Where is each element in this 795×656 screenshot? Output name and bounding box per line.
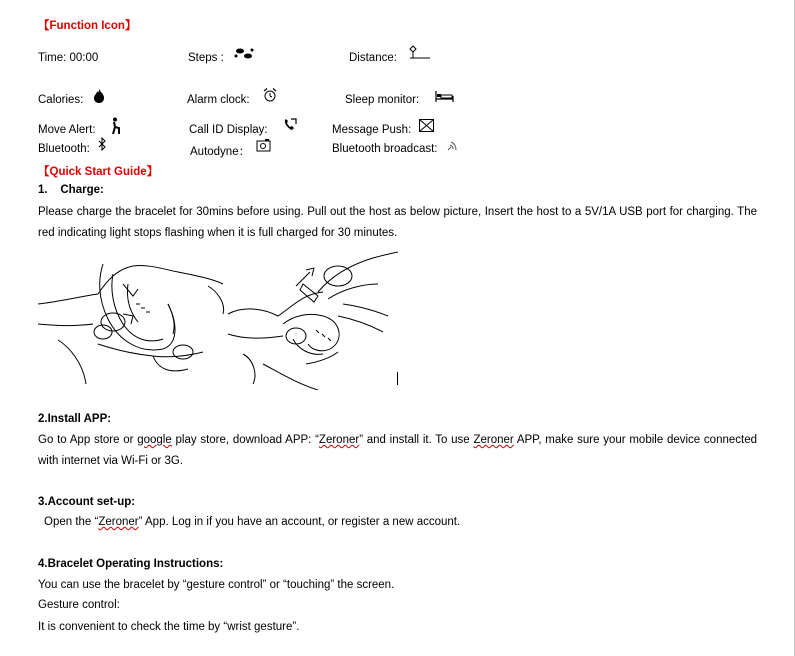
alarm-clock-label: Alarm clock:	[187, 94, 250, 106]
section-operating-title: 4.Bracelet Operating Instructions:	[38, 558, 224, 570]
distance-label: Distance:	[349, 52, 397, 64]
section-charge-title: 1. Charge:	[38, 184, 104, 196]
operating-line-1: You can use the bracelet by “gesture control” or “touching” the screen.	[38, 579, 395, 591]
charging-illustration	[38, 244, 398, 390]
calories-label: Calories:	[38, 94, 84, 106]
autodyne-label: Autodyne：	[190, 146, 251, 158]
bluetooth-broadcast-label: Bluetooth broadcast:	[332, 143, 438, 155]
gesture-control-label: Gesture control:	[38, 599, 120, 611]
distance-marker-icon	[409, 44, 431, 62]
google-word: google	[137, 434, 172, 446]
bed-icon	[434, 90, 454, 104]
install-paragraph	[38, 430, 757, 472]
charge-paragraph: Please charge the bracelet for 30mins before using. Pull out the host as below picture, Insert the host to a 5V/1A USB port for charging. The red indicating light stops flashing when it is full charged for 30 minutes.	[38, 206, 757, 239]
bluetooth-label: Bluetooth:	[38, 143, 90, 155]
sleep-monitor-label: Sleep monitor:	[345, 94, 420, 106]
alarm-clock-icon	[262, 87, 278, 103]
quick-start-heading: 【Quick Start Guide】	[38, 166, 159, 178]
bluetooth-icon	[97, 137, 107, 153]
account-text-1: Open the “	[44, 516, 99, 528]
zeroner-word: Zeroner	[318, 434, 360, 446]
install-text-2: play store, download APP: “	[171, 434, 319, 446]
broadcast-icon	[446, 140, 458, 154]
install-text-1: Go to App store or	[38, 434, 138, 446]
phone-icon	[282, 117, 298, 133]
section-account-title: 3.Account set-up:	[38, 496, 136, 508]
time-label: Time: 00:00	[38, 52, 99, 64]
camera-icon	[256, 138, 272, 153]
envelope-icon	[419, 119, 434, 132]
function-icon-heading: 【Function Icon】	[38, 20, 137, 32]
install-text-4: APP, make sure your mobile device connected with internet via Wi-Fi or 3G.	[38, 434, 758, 467]
move-alert-label: Move Alert:	[38, 124, 96, 136]
footprints-icon	[234, 46, 254, 62]
walking-person-icon	[110, 117, 124, 135]
flame-icon	[92, 88, 106, 104]
install-text-3: ” and install it. To use	[359, 434, 474, 446]
zeroner-word: Zeroner	[473, 434, 514, 446]
message-push-label: Message Push:	[332, 124, 412, 136]
text-cursor	[397, 372, 398, 385]
section-install-title: 2.Install APP:	[38, 413, 112, 425]
call-id-label: Call ID Display:	[189, 124, 268, 136]
account-text-2: ” App. Log in if you have an account, or register a new account.	[138, 516, 461, 528]
steps-label: Steps :	[188, 52, 224, 64]
zeroner-word: Zeroner	[98, 516, 139, 528]
account-paragraph	[44, 516, 460, 528]
operating-line-3: It is convenient to check the time by “wrist gesture”.	[38, 621, 300, 633]
